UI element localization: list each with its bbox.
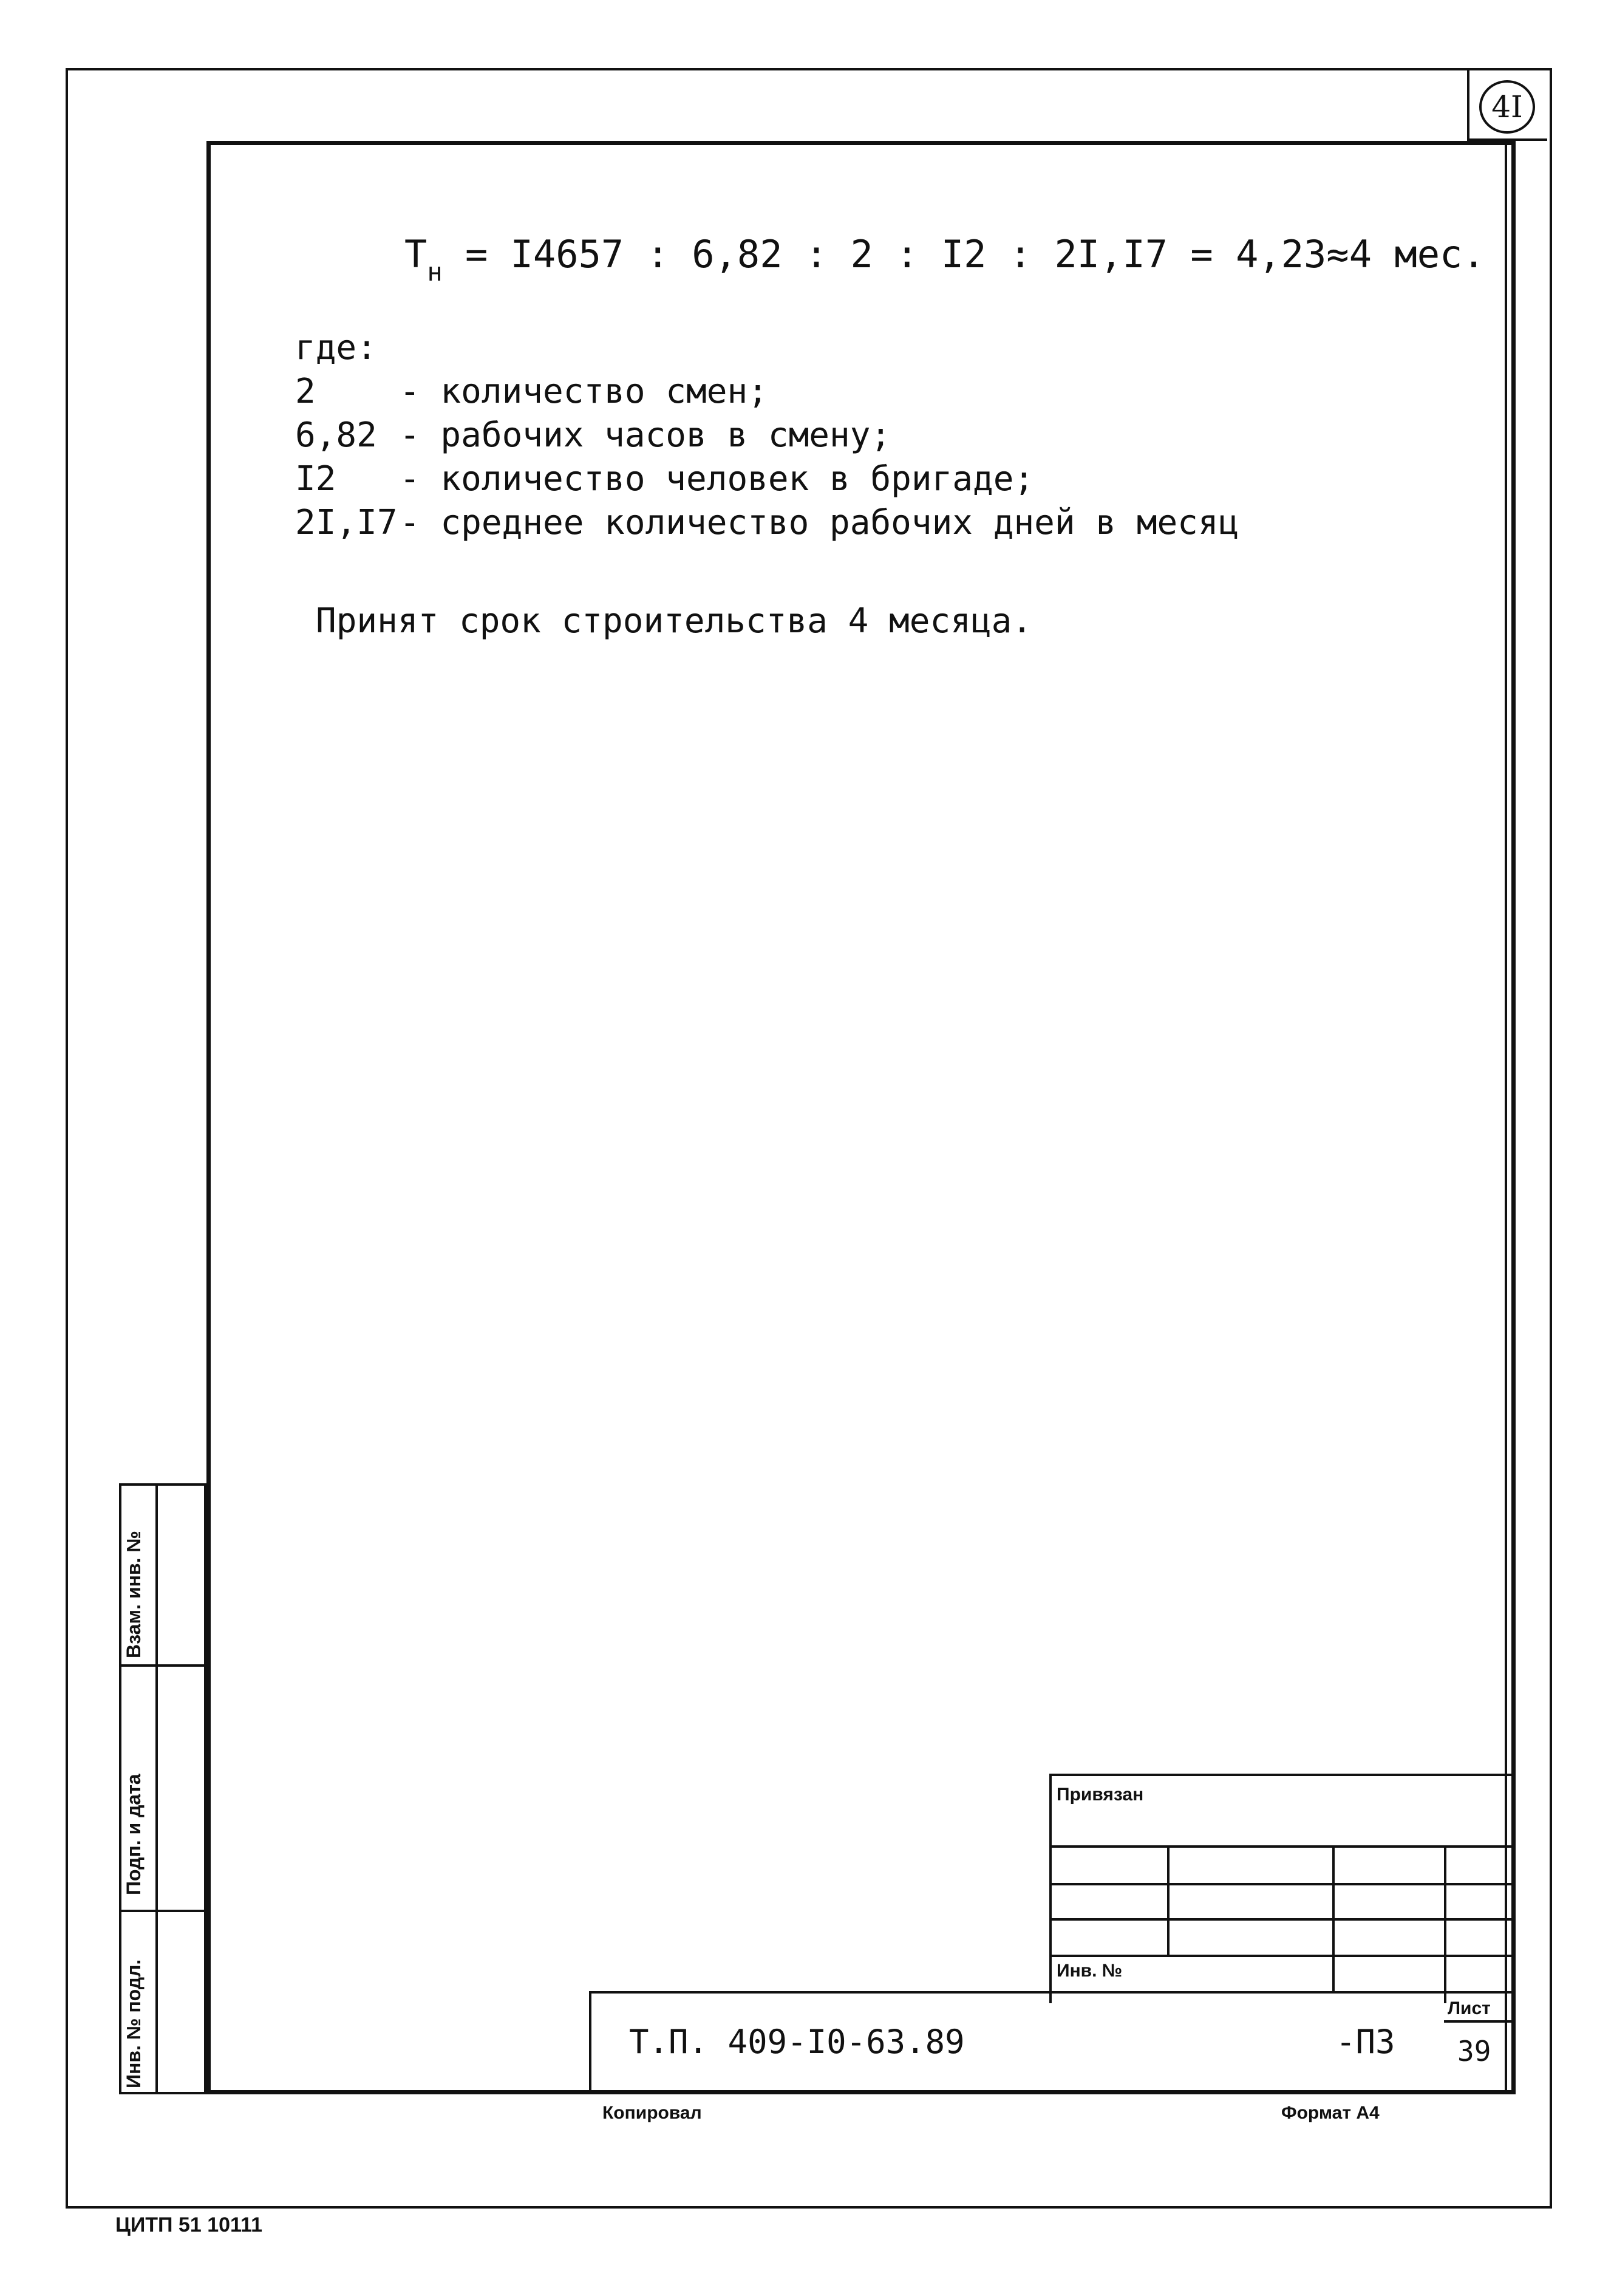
margin-divider xyxy=(119,1664,206,1667)
print-code: ЦИТП 51 10111 xyxy=(115,2213,262,2236)
conclusion-text: Принят срок строительства 4 месяца. xyxy=(316,601,1033,641)
original-inventory-label: Инв. № подл. xyxy=(123,1959,145,2088)
duration-formula xyxy=(404,232,1485,287)
where-label: где: xyxy=(295,328,377,367)
page-number: 4I xyxy=(1479,80,1535,134)
sheet-label: Лист xyxy=(1448,1998,1491,2018)
title-block-col xyxy=(1167,1845,1170,1955)
legend-item xyxy=(295,372,768,411)
frame-double-line xyxy=(1505,141,1507,2094)
sheet-number: 39 xyxy=(1457,2035,1491,2068)
legend-description: - рабочих часов в смену; xyxy=(400,415,891,455)
title-block-border xyxy=(589,1991,1516,1994)
attached-label: Привязан xyxy=(1057,1785,1144,1805)
legend-value: I2 xyxy=(295,459,336,499)
legend-item xyxy=(295,459,1034,499)
copied-by-label: Копировал xyxy=(602,2103,702,2123)
formula-expression: = I4657 : 6,82 : 2 : I2 : 2I,I7 = 4,23≈4 мес. xyxy=(465,232,1485,276)
formula-symbol: T xyxy=(404,232,427,276)
document-designation: Т.П. 409-I0-63.89 xyxy=(629,2023,965,2061)
legend-value: 2 xyxy=(295,372,316,411)
formula-subscript: н xyxy=(427,257,443,287)
title-block-border xyxy=(1049,1774,1516,1776)
margin-divider xyxy=(155,1483,158,2094)
inventory-label: Инв. № xyxy=(1057,1961,1123,1981)
legend-value: 2I,I7 xyxy=(295,503,398,542)
title-block-col xyxy=(1444,1845,1446,2003)
legend-description: - среднее количество рабочих дней в месяц xyxy=(400,503,1239,542)
legend-description: - количество смен; xyxy=(400,372,768,411)
signature-date-label: Подп. и дата xyxy=(123,1774,145,1895)
title-block-border xyxy=(1049,1774,1052,2003)
legend-item xyxy=(295,415,891,455)
legend-description: - количество человек в бригаде; xyxy=(400,459,1035,499)
legend-item xyxy=(295,503,1239,542)
title-block-col xyxy=(1332,1845,1335,1991)
margin-divider xyxy=(119,1910,206,1912)
legend-value: 6,82 xyxy=(295,415,377,455)
document-code: -ПЗ xyxy=(1336,2023,1395,2061)
interchange-inventory-label: Взам. инв. № xyxy=(123,1531,145,1658)
sheet-label-divider xyxy=(1444,2020,1516,2023)
title-block-border xyxy=(589,1991,591,2094)
format-label: Формат А4 xyxy=(1281,2103,1380,2123)
